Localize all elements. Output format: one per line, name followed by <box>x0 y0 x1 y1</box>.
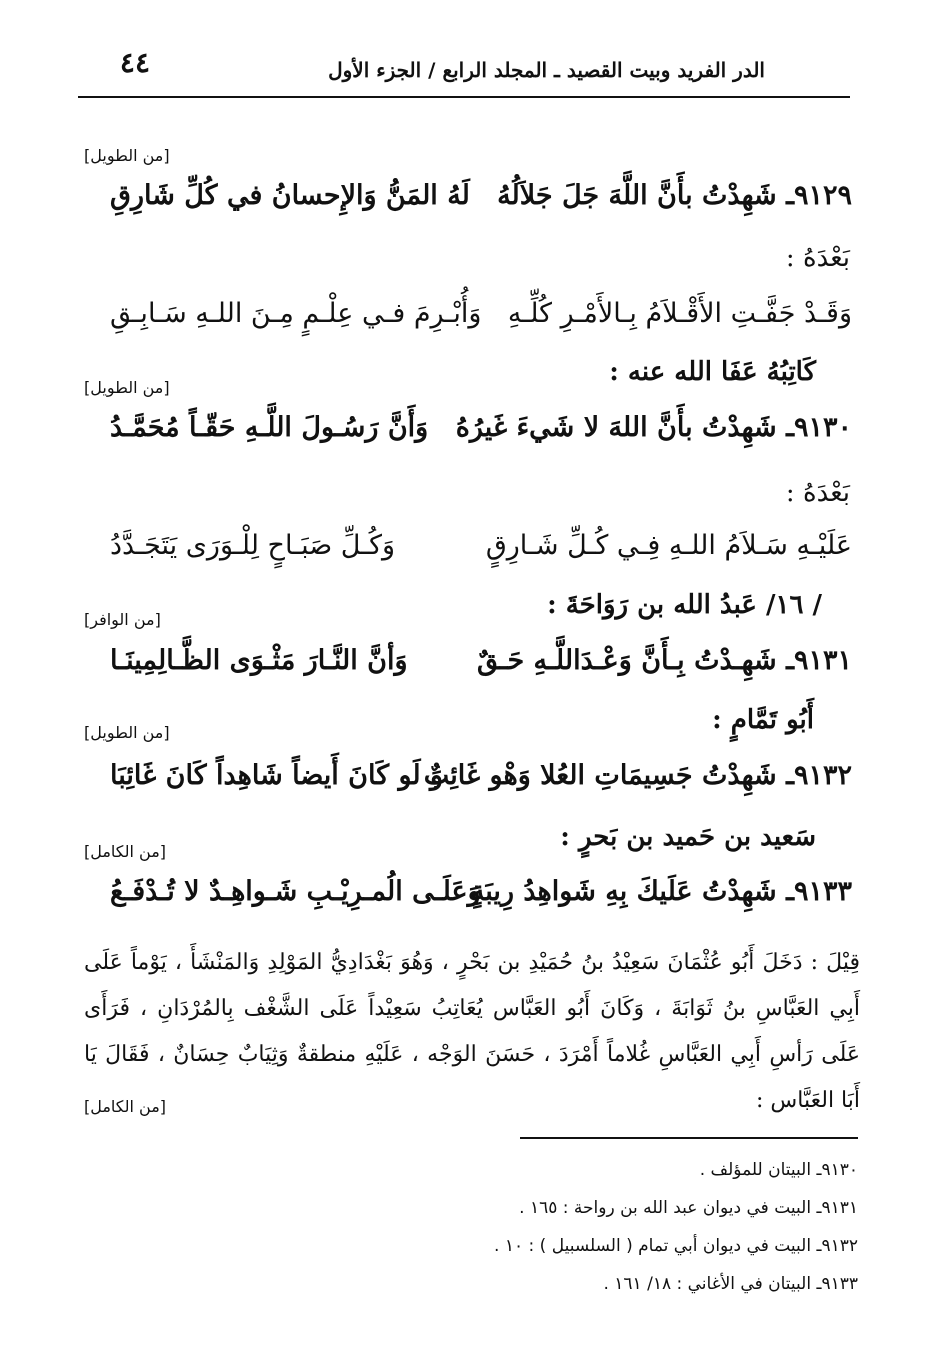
verse-9129-second-hemistich: لَهُ المَنُّ وَالإِحسانُ في كُلِّ شَارِقِ <box>110 180 470 211</box>
prose-paragraph: قِيْلَ : دَخَلَ أَبُو عُثْمَانَ سَعِيْدُ بنُ حُمَيْدِ بن بَحْرٍ ، وَهُوَ بَغْدَادِيُّ المَوْلِدِ وَالمَنْشَأَ ، يَوْماً عَلَى أَبِي العَبَّاسِ بنُ ثَوَابَةَ ، وَكَانَ أَبُو العَبَّاس يُعَاتِبُ سَعِيْداً عَلَى الشَّغْف بِالمُرْدَانِ ، فَرَأَى عَلَى رَأسِ أَبِي العَبَّاسِ غُلاماً أَمْرَدَ ، حَسَنَ الوَجْه ، عَلَيْهِ منطقةٌ وَثِيَابٌ حِسَانٌ ، فَقَالَ يَا أَبَا العَبَّاس : <box>84 950 860 1113</box>
footnote: ٩١٣٣ـ البيتان في الأغاني : ١٨/ ١٦١ . <box>603 1274 858 1294</box>
verse-9131-first-hemistich: ٩١٣١ـ شَهِـدْتُ بِـأَنَّ وَعْـدَاللَّـهِ حَـقٌ <box>477 645 852 676</box>
footnote: ٩١٣١ـ البيت في ديوان عبد الله بن رواحة : ١٦٥ . <box>519 1198 858 1218</box>
footnote: ٩١٣٢ـ البيت في ديوان أبي تمام ( السلسبيل ) : ١٠ . <box>494 1236 858 1256</box>
verse-9129-first-hemistich: ٩١٢٩ـ شَهِدْتُ بأَنَّ اللَّهَ جَلَ جَلاَلُهُ <box>497 180 852 211</box>
meter-label: [من الكامل] <box>84 842 167 861</box>
author-heading: أَبُو تَمَّامٍ : <box>712 705 814 735</box>
verse-9130-second-hemistich: وَأَنَّ رَسُـولَ اللَّـهِ حَقّـاً مُحَمَّـدُ <box>110 412 429 443</box>
verse-9133-first-hemistich: ٩١٣٣ـ شَهِدْتُ عَلَيكَ بِهِ شَواهِدُ رِيبَةٍ <box>470 876 852 907</box>
meter-label: [من الكامل] <box>84 1097 167 1116</box>
author-heading: سَعيد بن حَميد بن بَحرٍ : <box>560 822 816 852</box>
verse-9132-first-hemistich: ٩١٣٢ـ شَهِدْتُ جَسِيمَاتِ العُلا وَهْو غَائِبٌ <box>423 760 852 791</box>
running-header-title: الدر الفريد وبيت القصيد ـ المجلد الرابع / الجزء الأول <box>328 58 765 82</box>
verse-9130-first-hemistich: ٩١٣٠ـ شَهِدْتُ بأَنَّ اللهَ لا شَيءَ غَيرُهُ <box>455 412 852 443</box>
page-number: ٤٤ <box>119 46 150 79</box>
verse-9133-second-hemistich: وَعَلَـى الُمـرِيْـبِ شَـواهِـدٌ لا تُـدْفَـعُ <box>110 876 481 907</box>
baadahu-label: بَعْدَهُ : <box>785 478 850 508</box>
continuation-verse-first-hemistich: عَلَيْـهِ سَـلاَمُ اللـهِ فِـي كُـلِّ شَـارِقٍ <box>485 530 852 561</box>
author-heading: كَاتِبُهُ عَفَا الله عنه : <box>609 357 816 387</box>
section-heading: / ١٦/ عَبدُ الله بن رَوَاحَةَ : <box>547 590 822 620</box>
verse-9131-second-hemistich: وَأنَّ النَّـارَ مَثْـوَى الظَّـالِمِينَـا <box>110 645 408 676</box>
header-rule <box>78 96 850 98</box>
continuation-verse-second-hemistich: وَكُـلِّ صَبَـاحٍ لِلْـوَرَى يَتَجَـدَّدُ <box>110 530 396 561</box>
meter-label: [من الطويل] <box>84 378 170 397</box>
continuation-verse-first-hemistich: وَقَـدْ جَفَّـتِ الأَقْـلاَمُ بِـالأَمْـرِ كُلِّـهِ <box>507 298 852 329</box>
meter-label: [من الطويل] <box>84 146 170 165</box>
baadahu-label: بَعْدَهُ : <box>785 243 850 273</box>
footnote: ٩١٣٠ـ البيتان للمؤلف . <box>699 1160 858 1180</box>
verse-9132-second-hemistich: وَ لَو كَانَ أَيضاً شَاهِداً كَانَ غَائِبَا <box>110 760 444 791</box>
meter-label: [من الوافر] <box>84 610 161 629</box>
footnote-rule <box>520 1137 858 1139</box>
meter-label: [من الطويل] <box>84 723 170 742</box>
continuation-verse-second-hemistich: وَأُبْـرِمَ فـي عِلْـمٍ مِـنَ اللـهِ سَـابِـقِ <box>110 298 482 329</box>
